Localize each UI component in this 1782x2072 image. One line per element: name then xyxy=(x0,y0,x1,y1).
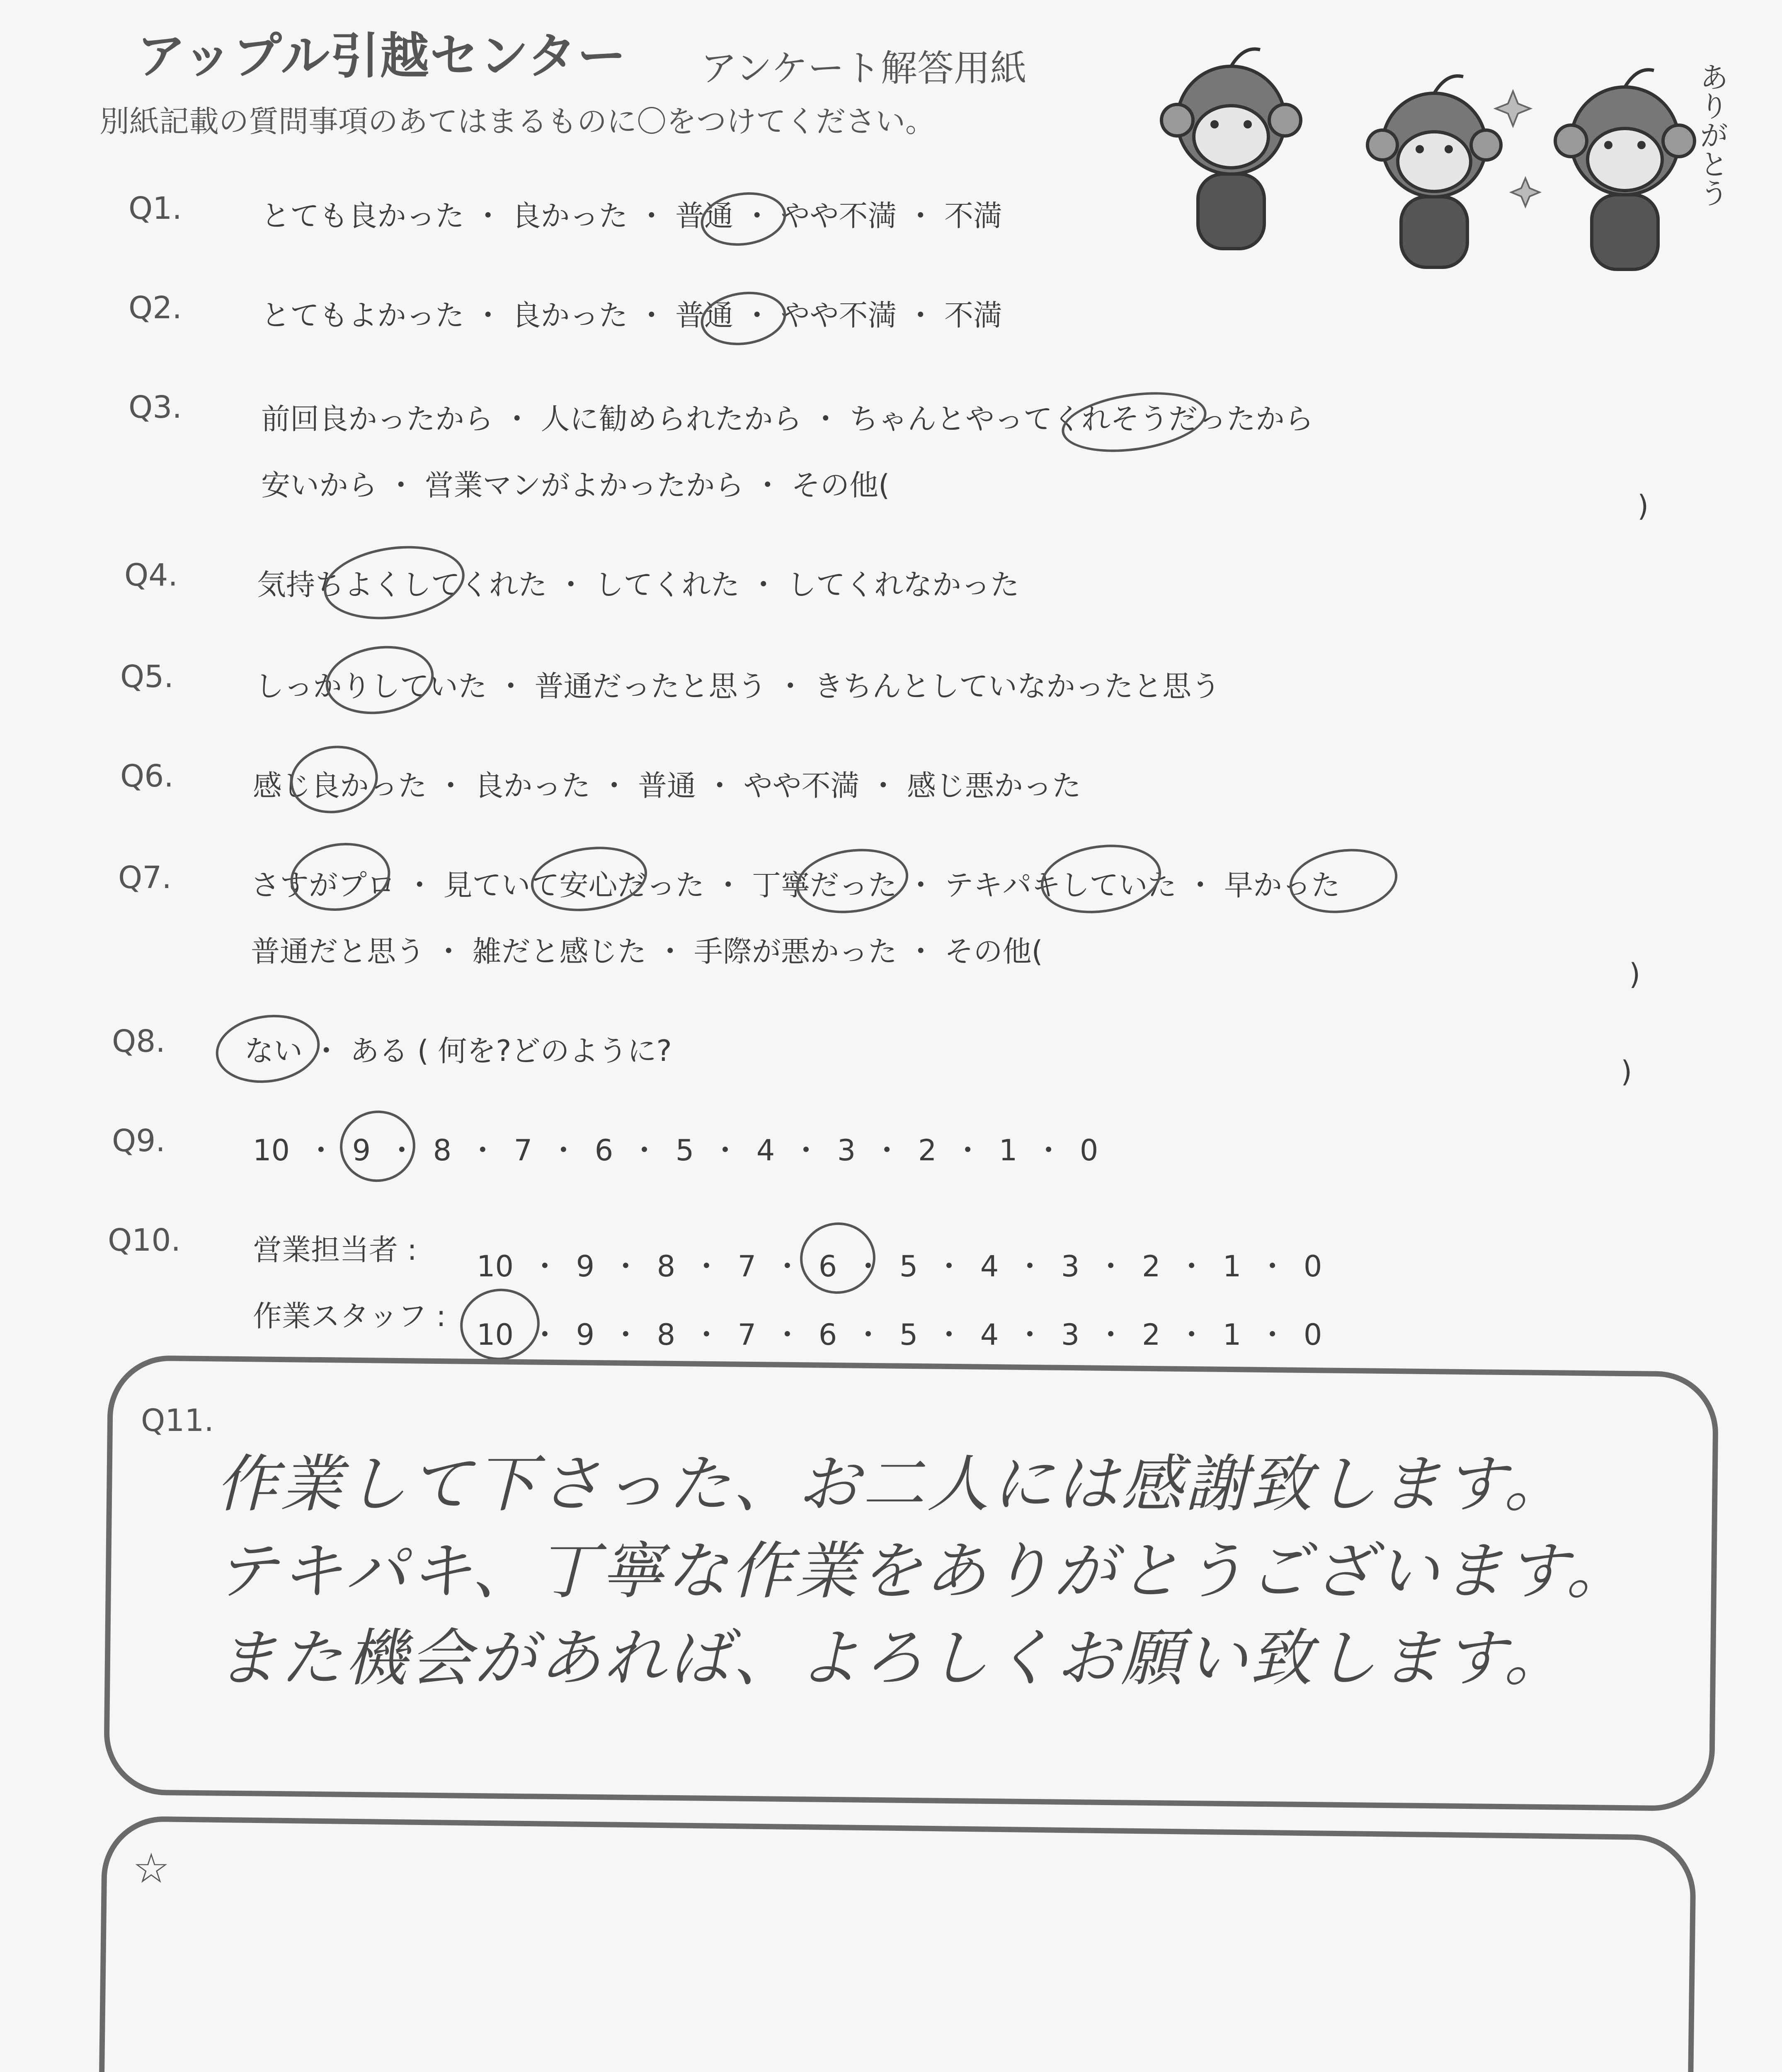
q1-label: Q1. xyxy=(128,191,182,226)
q10-staff-scale: 10 ・ 9 ・ 8 ・ 7 ・ 6 ・ 5 ・ 4 ・ 3 ・ 2 ・ 1 ・ 0 xyxy=(477,1318,1322,1352)
q4-answer-circle xyxy=(319,537,470,628)
form-subtitle: アンケート解答用紙 xyxy=(701,47,1027,90)
q1-options: とても良かった ・ 良かった ・ 普通 ・ やや不満 ・ 不満 xyxy=(261,199,1003,233)
q7-answer-circle-pro xyxy=(286,837,395,917)
q10-staff-label: 作業スタッフ : xyxy=(253,1299,446,1333)
q10-sales-answer-circle xyxy=(795,1218,880,1299)
form-title: アップル引越センター xyxy=(137,27,627,85)
q10-label: Q10. xyxy=(108,1222,181,1258)
q5-options: しっかりしていた ・ 普通だったと思う ・ きちんとしていなかったと思う xyxy=(255,669,1221,703)
q11-handwritten-line3: また機会があれば、よろしくお願い致します。 xyxy=(216,1622,1569,1694)
q3-options-line1: 前回良かったから ・ 人に勧められたから ・ ちゃんとやってくれそうだったから xyxy=(261,402,1314,436)
star-comment-box xyxy=(97,1816,1697,2072)
mascot-monkeys-illustration xyxy=(1152,41,1733,274)
q7-close-paren: ) xyxy=(1629,957,1641,991)
q7-answer-circle-hayakatta xyxy=(1285,842,1402,920)
q4-options: 気持ちよくしてくれた ・ してくれた ・ してくれなかった xyxy=(257,568,1020,602)
q8-answer-circle xyxy=(211,1008,324,1089)
q5-answer-circle xyxy=(321,639,438,721)
q7-answer-circle-tekipaki xyxy=(1036,837,1166,920)
q7-answer-circle-anshin xyxy=(527,840,651,918)
q3-label: Q3. xyxy=(128,390,182,425)
q8-close-paren: ) xyxy=(1621,1055,1632,1089)
q6-label: Q6. xyxy=(120,758,174,794)
q7-options-line1: さすがプロ ・ 見ていて安心だった ・ 丁寧だった ・ テキパキしていた ・ 早かった xyxy=(251,868,1341,902)
mascot-caption: ありがとう xyxy=(1695,62,1729,207)
q6-answer-circle xyxy=(286,740,382,819)
q3-close-paren: ) xyxy=(1637,489,1649,523)
q3-options-line2: 安いから ・ 営業マンがよかったから ・ その他( xyxy=(261,468,890,502)
q9-answer-circle xyxy=(335,1106,420,1187)
q4-label: Q4. xyxy=(124,557,178,593)
q7-answer-circle-teinei xyxy=(792,842,913,920)
q7-options-line2: 普通だと思う ・ 雑だと感じた ・ 手際が悪かった ・ その他( xyxy=(251,934,1043,968)
q7-label: Q7. xyxy=(118,860,172,896)
q8-options: ない ・ ある ( 何を?どのように? xyxy=(245,1034,672,1068)
q5-label: Q5. xyxy=(120,659,174,695)
q9-label: Q9. xyxy=(112,1123,165,1159)
q6-options: 感じ良かった ・ 良かった ・ 普通 ・ やや不満 ・ 感じ悪かった xyxy=(253,769,1081,803)
q11-label: Q11. xyxy=(141,1403,214,1438)
q11-handwritten-line2: テキパキ、丁寧な作業をありがとうございます。 xyxy=(216,1535,1631,1607)
q2-options: とてもよかった ・ 良かった ・ 普通 ・ やや不満 ・ 不満 xyxy=(261,298,1003,332)
q11-handwritten-line1: 作業して下さった、お二人には感謝致します。 xyxy=(216,1448,1569,1520)
q9-scale: 10 ・ 9 ・ 8 ・ 7 ・ 6 ・ 5 ・ 4 ・ 3 ・ 2 ・ 1 ・ 0 xyxy=(253,1133,1098,1167)
q8-label: Q8. xyxy=(112,1024,165,1059)
q2-label: Q2. xyxy=(128,290,182,326)
q3-answer-circle xyxy=(1058,384,1210,460)
q10-sales-scale: 10 ・ 9 ・ 8 ・ 7 ・ 6 ・ 5 ・ 4 ・ 3 ・ 2 ・ 1 ・ 0 xyxy=(477,1249,1322,1283)
q10-sales-label: 営業担当者 : xyxy=(253,1233,417,1267)
star-label: ☆ xyxy=(133,1844,170,1893)
instruction-text: 別紙記載の質問事項のあてはまるものに〇をつけてください。 xyxy=(99,104,936,139)
